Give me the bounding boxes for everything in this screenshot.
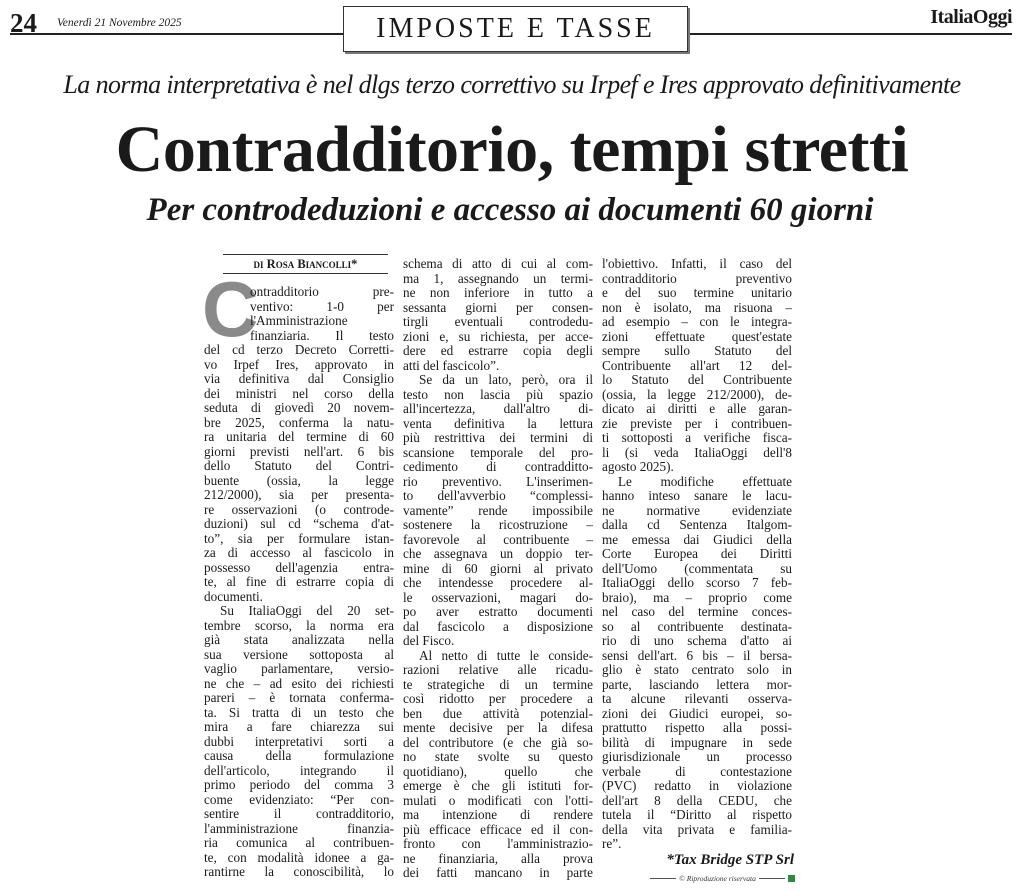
text-line: all'incertezza, dall'altro di-	[403, 401, 593, 416]
text-line: già stata analizzata nella	[204, 632, 394, 647]
text-line: dubbi interpretativi sorti a	[204, 733, 394, 749]
text-line: to dell'avverbio “complessi-	[403, 488, 593, 503]
text-line: quotidiano), quello che	[403, 763, 593, 779]
text-line: te, al fine di estrarre copia di	[204, 574, 394, 589]
text-line: dei fatti mancano in parte	[403, 865, 593, 880]
text-line: (PVC) redatto in violazione	[602, 778, 792, 793]
text-line: emerge è che gli istituti for-	[403, 778, 593, 793]
text-line: ra unitaria del termine di 60	[204, 429, 394, 444]
text-line: te, con modalità idonee a ga-	[204, 849, 394, 865]
text-line: me emessa dai Giudici della	[602, 531, 792, 547]
text-line: Su ItaliaOggi del 20 set-	[220, 603, 394, 618]
text-line: Al netto di tutte le conside-	[419, 647, 593, 663]
text-line: rantirne la conoscibilità, lo	[204, 864, 394, 879]
text-line: ta alcune rilevanti osserva-	[602, 691, 792, 706]
text-line: ItaliaOggi dello scorso 7 feb-	[602, 575, 792, 590]
text-line: te strategiche di un termine	[403, 676, 593, 692]
article-column-1	[204, 285, 394, 880]
author-signature: *Tax Bridge STP Srl	[666, 852, 794, 868]
text-line: causa della formulazione	[204, 748, 394, 763]
text-line: zioni dei Giudici europei, so-	[602, 705, 792, 721]
text-line: atti del fascicolo”.	[403, 357, 500, 373]
copyright-text: © Riproduzione riservata	[679, 874, 756, 883]
text-line: (ossia, la legge 212/2000), de-	[602, 386, 792, 402]
text-line: mente decisive per la difesa	[403, 720, 593, 735]
text-line: po aver estratto documenti	[403, 604, 593, 619]
text-line: sensi dell'art. 6 bis – il bersa-	[602, 647, 792, 663]
text-line: parte, lasciando lettera mor-	[602, 676, 792, 692]
page-number: 24	[10, 8, 37, 38]
article-subtitle: Per controdeduzioni e accesso ai documenti 60 giorni	[146, 192, 874, 228]
issue-date: Venerdì 21 Novembre 2025	[57, 17, 182, 29]
text-line: venta definitiva la lettura	[403, 415, 593, 431]
text-line: Contribuente all'art 12 del-	[602, 357, 792, 373]
text-line: braio), ma – proprio come	[602, 589, 792, 605]
text-line: no state svolte su questo	[403, 749, 593, 764]
copyright-notice	[650, 874, 795, 883]
text-line: fronto con l'amministrazio-	[403, 836, 593, 851]
text-line: che assegnava un doppio ter-	[403, 546, 593, 561]
text-line: tutela il “Diritto al rispetto	[602, 807, 792, 822]
text-line: rio di uno schema d'atto ai	[602, 633, 792, 648]
text-line: zioni e, su richiesta, per acce-	[403, 328, 593, 344]
text-line: razioni relative alle ricadu-	[403, 662, 593, 677]
text-line: dello Statuto del Contri-	[204, 458, 394, 473]
text-line: li (si veda ItaliaOggi dell'8	[602, 444, 792, 460]
text-line: buente (ossia, la legge	[204, 472, 394, 488]
text-line: come evidenziato: “Per con-	[204, 791, 394, 807]
text-line: mine di 60 giorni al privato	[403, 560, 593, 576]
text-line: za di accesso al fascicolo in	[204, 545, 394, 560]
text-line: hanno inteso sanare le lacu-	[602, 488, 792, 503]
text-line: dell'Uomo (commentata su	[602, 560, 792, 576]
text-line: vaglio parlamentare, versio-	[204, 661, 394, 676]
text-line: sua versione sottoposta al	[204, 646, 394, 662]
text-line: giurisdizionale un processo	[602, 749, 792, 764]
text-line: vamente” rende impossibile	[403, 502, 593, 518]
text-line: e del suo termine unitario	[602, 285, 792, 300]
text-line: vo Irpef Ires, approvato in	[204, 356, 394, 372]
text-line: mira a fare chiarezza sui	[204, 719, 394, 734]
text-line: tembre scorso, la norma era	[204, 617, 394, 633]
text-line: dal fascicolo a disposizione	[403, 618, 593, 634]
text-line: Corte Europea dei Diritti	[602, 546, 792, 561]
text-line: ma intenzione di rendere	[403, 807, 593, 822]
text-line: re osservazioni (o controde-	[204, 501, 394, 517]
text-line: zie previste per i contribuen-	[602, 415, 792, 431]
text-line: scansione temporale del pro-	[403, 444, 593, 460]
text-line: sempre sullo Statuto del	[602, 343, 792, 358]
text-line: nel caso del termine conces-	[602, 604, 792, 619]
text-line: più restrittiva dei termini di	[403, 430, 593, 445]
text-line: schema di atto di cui al com-	[403, 256, 593, 271]
text-line: testo non lascia più spazio	[403, 386, 593, 402]
text-line: così ridotto per procedere a	[403, 691, 593, 706]
text-line: finanziaria. Il testo	[250, 327, 394, 343]
text-line: sentire il contradditorio,	[204, 806, 394, 821]
text-line: contradditorio preventivo	[602, 270, 792, 286]
text-line: l'obiettivo. Infatti, il caso del	[602, 256, 792, 271]
text-line: ma 1, assegnando un termi-	[403, 270, 593, 286]
text-line: non è isolato, ma risuona –	[602, 299, 792, 315]
text-line: tirgli eventuali controdedu-	[403, 314, 593, 329]
text-line: documenti.	[204, 588, 263, 604]
text-line: glio è stato centrato solo in	[602, 662, 792, 677]
text-line: dalla cd Sentenza Italgom-	[602, 517, 792, 532]
text-line: re”.	[602, 836, 622, 851]
text-line: dei ministri nel corso della	[204, 385, 394, 401]
text-line: ne non inferiore in tutto a	[403, 285, 593, 300]
text-line: giorni previsti nell'art. 6 bis	[204, 443, 394, 459]
text-line: so al contribuente destinata-	[602, 618, 792, 634]
article-headline: Contradditorio, tempi stretti	[115, 113, 909, 186]
section-title: IMPOSTE E TASSE	[343, 6, 688, 52]
text-line: sessanta giorni per consen-	[403, 299, 593, 315]
drop-cap: C	[202, 265, 259, 353]
article-column-2	[403, 257, 593, 881]
text-line: bre 2025, conferma la natu-	[204, 414, 394, 430]
text-line: l'Amministrazione	[250, 313, 348, 328]
end-mark-icon	[788, 875, 795, 882]
text-line: Se da un lato, però, ora il	[419, 372, 593, 387]
text-line: to”, sia per formulare istan-	[204, 530, 394, 546]
text-line: ventivo: 1-0 per	[250, 298, 394, 314]
text-line: che intendesse procedere al-	[403, 575, 593, 590]
text-line: l'amministrazione finanzia-	[204, 820, 394, 836]
text-line: duzioni) sul cd “schema d'at-	[204, 516, 394, 531]
newspaper-logo: ItaliaOggi	[930, 6, 1012, 28]
text-line: favorevole al contribuente –	[403, 531, 593, 547]
text-line: ad esempio – con le integra-	[602, 314, 792, 329]
text-line: zioni effettuate quest'estate	[602, 328, 792, 344]
text-line: del cd terzo Decreto Corretti-	[204, 342, 394, 357]
text-line: le osservazioni, magari do-	[403, 589, 593, 605]
text-line: del Fisco.	[403, 633, 455, 648]
text-line: sostenere la ricostruzione –	[403, 517, 593, 532]
text-line: pareri – è tornata conferma-	[204, 690, 394, 705]
text-line: possesso dell'agenzia entra-	[204, 559, 394, 575]
text-line: prattutto rispetto alla possi-	[602, 720, 792, 735]
text-line: più efficace efficace ed il con-	[403, 821, 593, 837]
article-column-3	[602, 257, 792, 852]
text-line: ontradditorio pre-	[250, 284, 394, 299]
article-kicker: La norma interpretativa è nel dlgs terzo correttivo su Irpef e Ires approvato definitivamente	[63, 70, 961, 99]
text-line: ne finanziaria, alla prova	[403, 850, 593, 866]
text-line: dell'articolo, integrando il	[204, 762, 394, 778]
divider	[650, 878, 676, 879]
text-line: ria comunica al contribuen-	[204, 835, 394, 850]
text-line: cedimento di contradditto-	[403, 459, 593, 474]
text-line: della vita privata e familia-	[602, 821, 792, 837]
text-line: lo Statuto del Contribuente	[602, 372, 792, 387]
text-line: dell'art 8 della CEDU, che	[602, 792, 792, 808]
text-line: ti sottoposti a verifiche fisca-	[602, 430, 792, 445]
text-line: ta. Si tratta di un testo che	[204, 704, 394, 720]
text-line: rio preventivo. L'inserimen-	[403, 473, 593, 489]
text-line: bilità di impugnare in sede	[602, 734, 792, 750]
text-line: Le modifiche effettuate	[618, 473, 792, 489]
text-line: primo periodo del comma 3	[204, 777, 394, 792]
text-line: del contributore (e che già so-	[403, 734, 593, 750]
text-line: ne normative evidenziate	[602, 502, 792, 518]
text-line: 212/2000), sia per presenta-	[204, 487, 394, 502]
text-line: seduta di giovedì 20 novem-	[204, 400, 394, 415]
text-line: agosto 2025).	[602, 459, 674, 474]
text-line: ben due attività potenzial-	[403, 705, 593, 721]
text-line: dicato ai diritti e alle garan-	[602, 401, 792, 416]
text-line: dere ed estrarre copia degli	[403, 343, 593, 358]
divider	[759, 878, 785, 879]
text-line: mulati o modificati con l'otti-	[403, 792, 593, 808]
article-byline: di Rosa Biancolli*	[223, 254, 388, 274]
text-line: verbale di contestazione	[602, 763, 792, 779]
text-line: ne che – ad esito dei richiesti	[204, 675, 394, 691]
text-line: via definitiva dal Consiglio	[204, 371, 394, 386]
